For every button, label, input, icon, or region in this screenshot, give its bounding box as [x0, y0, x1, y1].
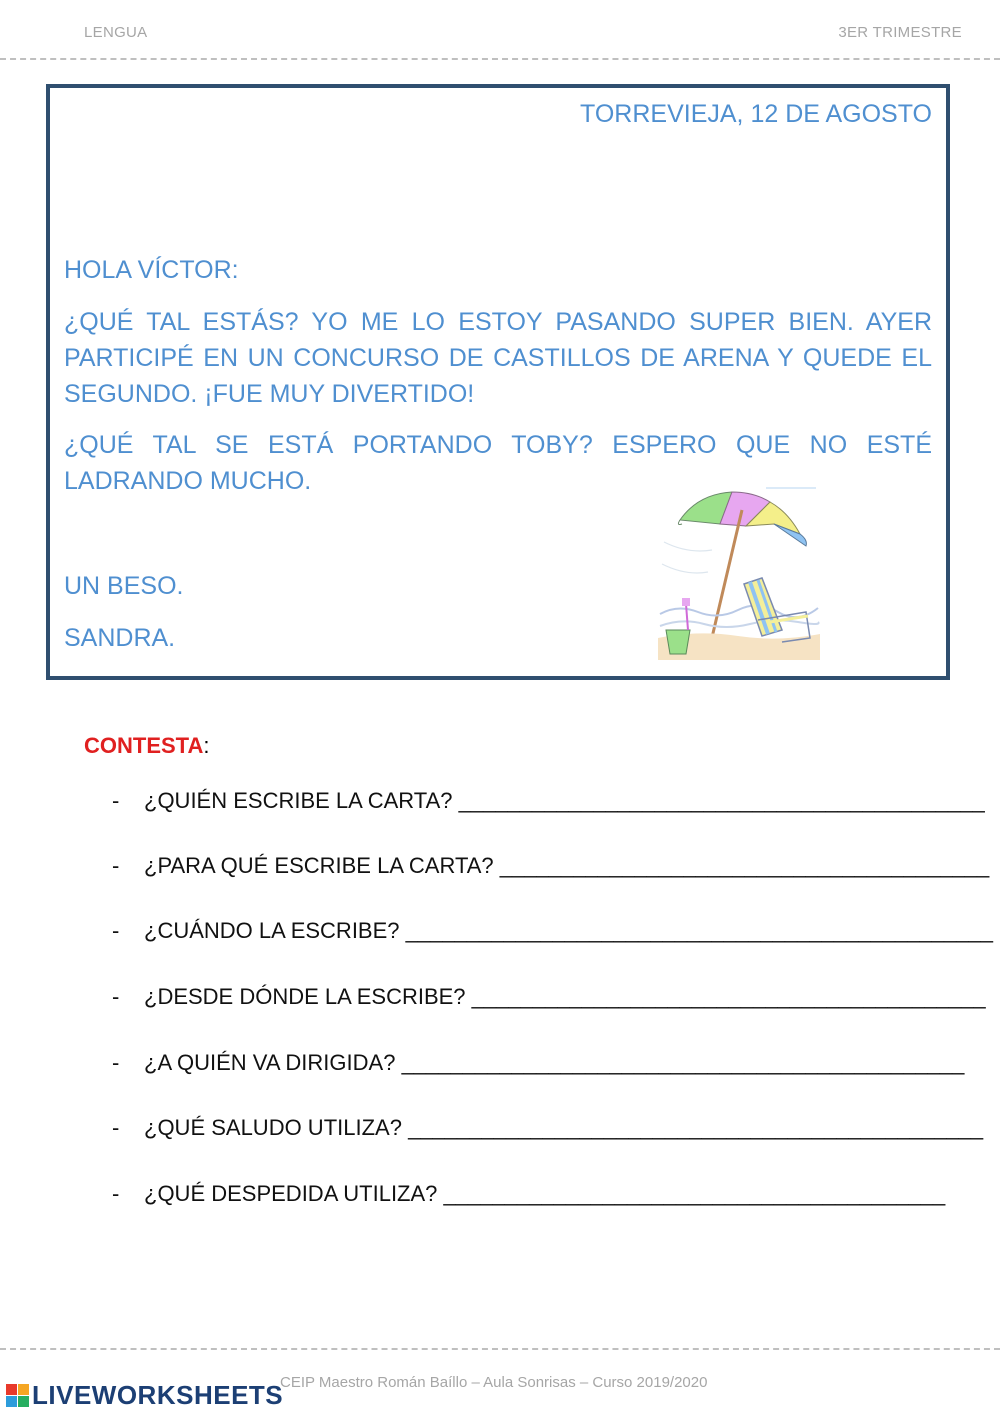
letter-signature: SANDRA. — [64, 624, 176, 652]
letter-date: TORREVIEJA, 12 DE AGOSTO — [580, 100, 932, 128]
top-divider — [0, 58, 1000, 60]
question-5 — [112, 1050, 964, 1076]
letter-closing: UN BESO. — [64, 572, 184, 600]
question-2 — [112, 853, 989, 879]
header-subject: LENGUA — [84, 24, 148, 41]
beach-umbrella-icon — [658, 480, 820, 660]
brand-name: LIVEWORKSHEETS — [32, 1379, 284, 1410]
question-3 — [112, 918, 993, 944]
answer-blank[interactable]: _______________________________________________ — [408, 1115, 984, 1140]
question-6 — [112, 1115, 983, 1141]
bottom-divider — [0, 1348, 1000, 1350]
question-text: ¿QUÉ SALUDO UTILIZA? — [144, 1115, 402, 1140]
bullet: - — [112, 1050, 120, 1075]
bullet: - — [112, 918, 120, 943]
letter-paragraph-2: ¿QUÉ TAL SE ESTÁ PORTANDO TOBY? ESPERO QUE NO ESTÉ LADRANDO MUCHO. — [64, 431, 932, 495]
question-text: ¿A QUIÉN VA DIRIGIDA? — [144, 1050, 396, 1075]
answer-blank[interactable]: ___________________________________________ — [458, 788, 985, 813]
question-7 — [112, 1181, 945, 1207]
question-4 — [112, 984, 986, 1010]
bullet: - — [112, 788, 120, 813]
letter-paragraph-1: ¿QUÉ TAL ESTÁS? YO ME LO ESTOY PASANDO SUPER BIEN. AYER PARTICIPÉ EN UN CONCURSO DE CASTILLOS DE ARENA Y QUEDE EL SEGUNDO. ¡FUE MUY DIVERTIDO! — [64, 308, 932, 408]
answer-blank[interactable]: ________________________________________________ — [405, 918, 993, 943]
question-1 — [112, 788, 985, 814]
header-term: 3ER TRIMESTRE — [838, 24, 962, 41]
letter-greeting: HOLA VÍCTOR: — [64, 256, 239, 284]
answer-blank[interactable]: ______________________________________________ — [401, 1050, 965, 1075]
question-text: ¿CUÁNDO LA ESCRIBE? — [144, 918, 400, 943]
question-text: ¿QUIÉN ESCRIBE LA CARTA? — [144, 788, 453, 813]
exercise-title-colon: : — [203, 733, 210, 758]
logo-squares-icon — [6, 1384, 29, 1407]
answer-blank[interactable]: ________________________________________ — [499, 853, 990, 878]
exercise-title — [84, 733, 210, 759]
bullet: - — [112, 1115, 120, 1140]
answer-blank[interactable]: _________________________________________ — [443, 1181, 946, 1206]
bullet: - — [112, 853, 120, 878]
bullet: - — [112, 984, 120, 1009]
liveworksheets-logo[interactable] — [6, 1380, 283, 1410]
footer-credits: CEIP Maestro Román Baíllo – Aula Sonrisas – Curso 2019/2020 — [280, 1374, 708, 1391]
bullet: - — [112, 1181, 120, 1206]
question-text: ¿DESDE DÓNDE LA ESCRIBE? — [144, 984, 466, 1009]
question-text: ¿QUÉ DESPEDIDA UTILIZA? — [144, 1181, 438, 1206]
answer-blank[interactable]: __________________________________________ — [471, 984, 986, 1009]
letter-box — [46, 84, 950, 680]
exercise-title-word: CONTESTA — [84, 733, 204, 758]
question-text: ¿PARA QUÉ ESCRIBE LA CARTA? — [144, 853, 494, 878]
